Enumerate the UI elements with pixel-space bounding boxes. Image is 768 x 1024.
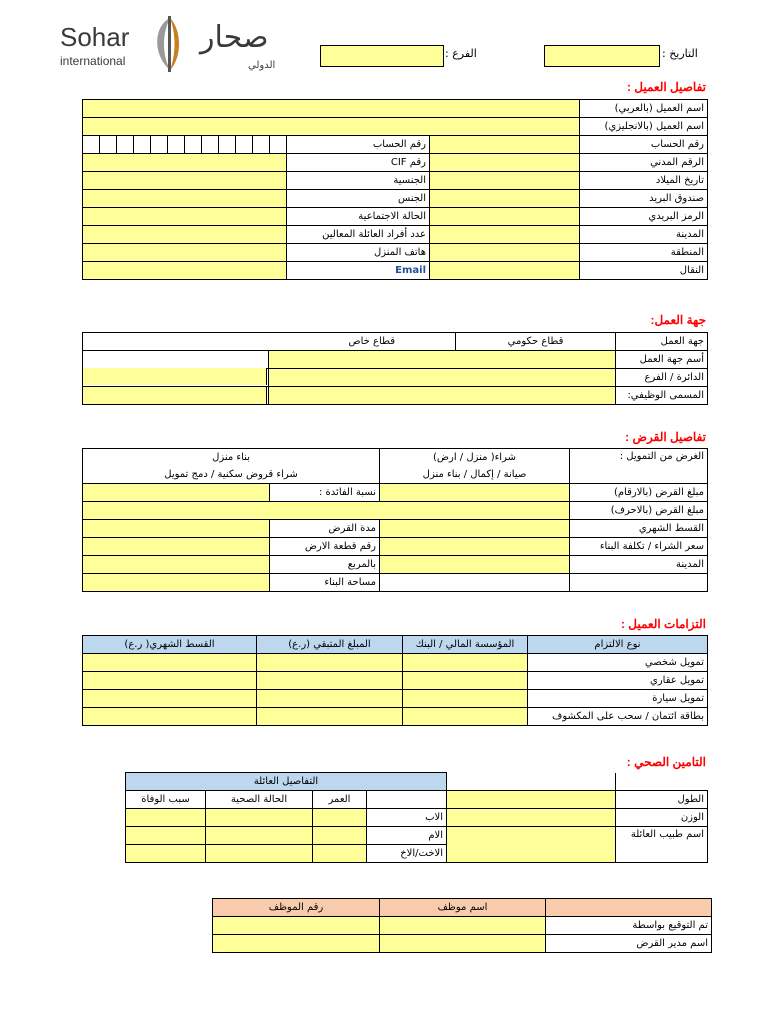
label-nationality: الجنسية bbox=[287, 172, 430, 190]
obligation-type: تمويل سيارة bbox=[528, 690, 708, 708]
loan-city-input[interactable] bbox=[380, 556, 570, 574]
field-account-1[interactable] bbox=[430, 136, 580, 154]
label-loan-manager: اسم مدير القرض bbox=[546, 935, 712, 953]
label-loan-term: مدة القرض bbox=[270, 520, 380, 538]
logo-latin: Sohar bbox=[60, 22, 130, 52]
label-gender: الجنس bbox=[287, 190, 430, 208]
loan-term-input[interactable] bbox=[83, 520, 270, 538]
name-en-input[interactable] bbox=[83, 118, 580, 136]
table-row bbox=[83, 708, 708, 726]
loan-manager-name-input[interactable] bbox=[380, 935, 546, 953]
employer-name-input[interactable] bbox=[269, 351, 616, 369]
label-region: المنطقة bbox=[580, 244, 708, 262]
health-section-title: التامين الصحي : bbox=[626, 755, 706, 769]
interest-rate-input[interactable] bbox=[83, 484, 270, 502]
gross-salary-input[interactable] bbox=[83, 387, 267, 404]
health-table bbox=[125, 772, 708, 863]
postal-code-input[interactable] bbox=[430, 208, 580, 226]
loan-amount-words-input[interactable] bbox=[83, 502, 570, 520]
label-family-doctor: اسم طبيب العائلة bbox=[616, 827, 708, 863]
dob-input[interactable] bbox=[430, 172, 580, 190]
label-building-area: مساحة البناء bbox=[270, 574, 380, 592]
label-weight: الوزن bbox=[616, 809, 708, 827]
po-box-input[interactable] bbox=[430, 190, 580, 208]
obligations-section-title: التزامات العميل : bbox=[620, 617, 706, 631]
obligations-table bbox=[82, 635, 708, 726]
home-phone-input[interactable] bbox=[83, 244, 287, 262]
label-plot-number: رقم قطعة الارض bbox=[270, 538, 380, 556]
client-details-table bbox=[82, 99, 708, 280]
label-mobile: النقال bbox=[580, 262, 708, 280]
years-in-job-input[interactable] bbox=[83, 368, 267, 385]
building-area-input[interactable] bbox=[83, 574, 270, 592]
loan-section-title: تفاصيل القرض : bbox=[625, 430, 706, 444]
label-postal-code: الرمز البريدي bbox=[580, 208, 708, 226]
family-doctor-input[interactable] bbox=[447, 827, 616, 863]
option-government[interactable]: قطاع حكومي bbox=[456, 333, 616, 351]
account-number-boxes[interactable] bbox=[83, 136, 287, 154]
bank-logo bbox=[60, 14, 290, 74]
label-marital: الحالة الاجتماعية bbox=[287, 208, 430, 226]
monthly-installment-input[interactable] bbox=[380, 520, 570, 538]
logo-arabic: صحار bbox=[200, 20, 269, 55]
option-maintenance[interactable]: صيانة / إكمال / بناء منزل bbox=[380, 466, 570, 484]
col-age: العمر bbox=[313, 791, 367, 809]
obligation-type: تمويل شخصي bbox=[528, 654, 708, 672]
mobile-input[interactable] bbox=[430, 262, 580, 280]
label-cif: رقم CIF bbox=[287, 154, 430, 172]
branch-input[interactable] bbox=[320, 45, 444, 67]
signed-by-number-input[interactable] bbox=[213, 917, 380, 935]
option-buy-house-land[interactable]: شراء( منزل / ارض) bbox=[380, 449, 570, 467]
label-purchase-price: سعر الشراء / تكلفة البناء bbox=[570, 538, 708, 556]
col-death-cause: سبب الوفاة bbox=[126, 791, 206, 809]
label-father: الاب bbox=[367, 809, 447, 827]
label-interest-rate: نسبة الفائدة : bbox=[270, 484, 380, 502]
logo-arabic-sub: الدولي bbox=[248, 60, 276, 71]
city-input[interactable] bbox=[430, 226, 580, 244]
label-loan-city: المدينة bbox=[570, 556, 708, 574]
marital-input[interactable] bbox=[83, 208, 287, 226]
department-input[interactable] bbox=[269, 369, 616, 387]
option-buy-loans[interactable]: شراء قروض سكنية / دمج تمويل bbox=[83, 466, 380, 484]
label-department: الدائرة / الفرع bbox=[616, 369, 708, 387]
loan-table bbox=[82, 448, 708, 592]
label-account-2: رقم الحساب bbox=[287, 136, 430, 154]
label-civil-id: الرقم المدني bbox=[580, 154, 708, 172]
cif-input[interactable] bbox=[83, 154, 287, 172]
label-job-title: المسمى الوظيفي: bbox=[616, 387, 708, 405]
family-details-header: التفاصيل العائلة bbox=[126, 773, 447, 791]
signoff-table bbox=[212, 898, 712, 953]
table-row bbox=[83, 690, 708, 708]
col-monthly-installment: القسط الشهري( ر.ع) bbox=[83, 636, 257, 654]
gender-input[interactable] bbox=[83, 190, 287, 208]
option-build-house[interactable]: بناء منزل bbox=[83, 449, 380, 467]
option-private[interactable]: قطاع خاص bbox=[83, 333, 456, 351]
table-row bbox=[83, 654, 708, 672]
label-signed-by: تم التوقيع بواسطة bbox=[546, 917, 712, 935]
label-home-phone: هاتف المنزل bbox=[287, 244, 430, 262]
email-input[interactable] bbox=[83, 262, 287, 280]
label-siblings: الاخت/الاخ bbox=[367, 845, 447, 863]
col-obligation-type: نوع الالتزام bbox=[528, 636, 708, 654]
label-monthly-installment: القسط الشهري bbox=[570, 520, 708, 538]
label-email: Email bbox=[287, 262, 430, 280]
col-health-status: الحالة الصحية bbox=[206, 791, 313, 809]
height-input[interactable] bbox=[447, 791, 616, 809]
label-name-en: اسم العميل (بالانجليزي) bbox=[580, 118, 708, 136]
per-sqm-input[interactable] bbox=[83, 556, 270, 574]
col-employee-number: رقم الموظف bbox=[213, 899, 380, 917]
label-name-ar: اسم العميل (بالعربي) bbox=[580, 100, 708, 118]
weight-input[interactable] bbox=[447, 809, 616, 827]
col-remaining-amount: المبلغ المتبقي (ر.ع) bbox=[257, 636, 403, 654]
loan-amount-num-input[interactable] bbox=[380, 484, 570, 502]
civil-id-input[interactable] bbox=[430, 154, 580, 172]
logo-latin-sub: international bbox=[60, 54, 126, 68]
loan-manager-number-input[interactable] bbox=[213, 935, 380, 953]
label-dob: تاريخ الميلاد bbox=[580, 172, 708, 190]
label-loan-amount-words: مبلغ القرض (بالاحرف) bbox=[570, 502, 708, 520]
obligation-type: تمويل عقاري bbox=[528, 672, 708, 690]
plot-number-input[interactable] bbox=[83, 538, 270, 556]
label-account: رقم الحساب bbox=[580, 136, 708, 154]
region-input[interactable] bbox=[430, 244, 580, 262]
signed-by-name-input[interactable] bbox=[380, 917, 546, 935]
label-po-box: صندوق البريد bbox=[580, 190, 708, 208]
date-input[interactable] bbox=[544, 45, 660, 67]
client-section-title: تفاصيل العميل : bbox=[626, 80, 706, 94]
label-employer-sector: جهة العمل bbox=[616, 333, 708, 351]
branch-label: الفرع : bbox=[445, 47, 477, 60]
col-institution: المؤسسة المالي / البنك bbox=[403, 636, 528, 654]
label-city: المدينة bbox=[580, 226, 708, 244]
label-employer-name: أسم جهة العمل bbox=[616, 351, 708, 369]
label-loan-amount-num: مبلغ القرض (بالارقام) bbox=[570, 484, 708, 502]
purchase-price-input[interactable] bbox=[380, 538, 570, 556]
label-dependents: عدد أفراد العائلة المعالين bbox=[287, 226, 430, 244]
label-per-sqm: بالمربع bbox=[270, 556, 380, 574]
employer-section-title: جهة العمل: bbox=[650, 313, 706, 327]
nationality-input[interactable] bbox=[83, 172, 287, 190]
job-title-input[interactable] bbox=[269, 387, 616, 405]
date-label: التاريخ : bbox=[662, 47, 698, 60]
label-height: الطول bbox=[616, 791, 708, 809]
table-row bbox=[83, 672, 708, 690]
logo-mark-icon bbox=[148, 14, 188, 74]
dependents-input[interactable] bbox=[83, 226, 287, 244]
obligation-type: بطاقة ائتمان / سحب على المكشوف bbox=[528, 708, 708, 726]
label-mother: الام bbox=[367, 827, 447, 845]
label-loan-purpose: الغرض من التمويل : bbox=[570, 449, 708, 484]
col-employee-name: اسم موظف bbox=[380, 899, 546, 917]
name-ar-input[interactable] bbox=[83, 100, 580, 118]
